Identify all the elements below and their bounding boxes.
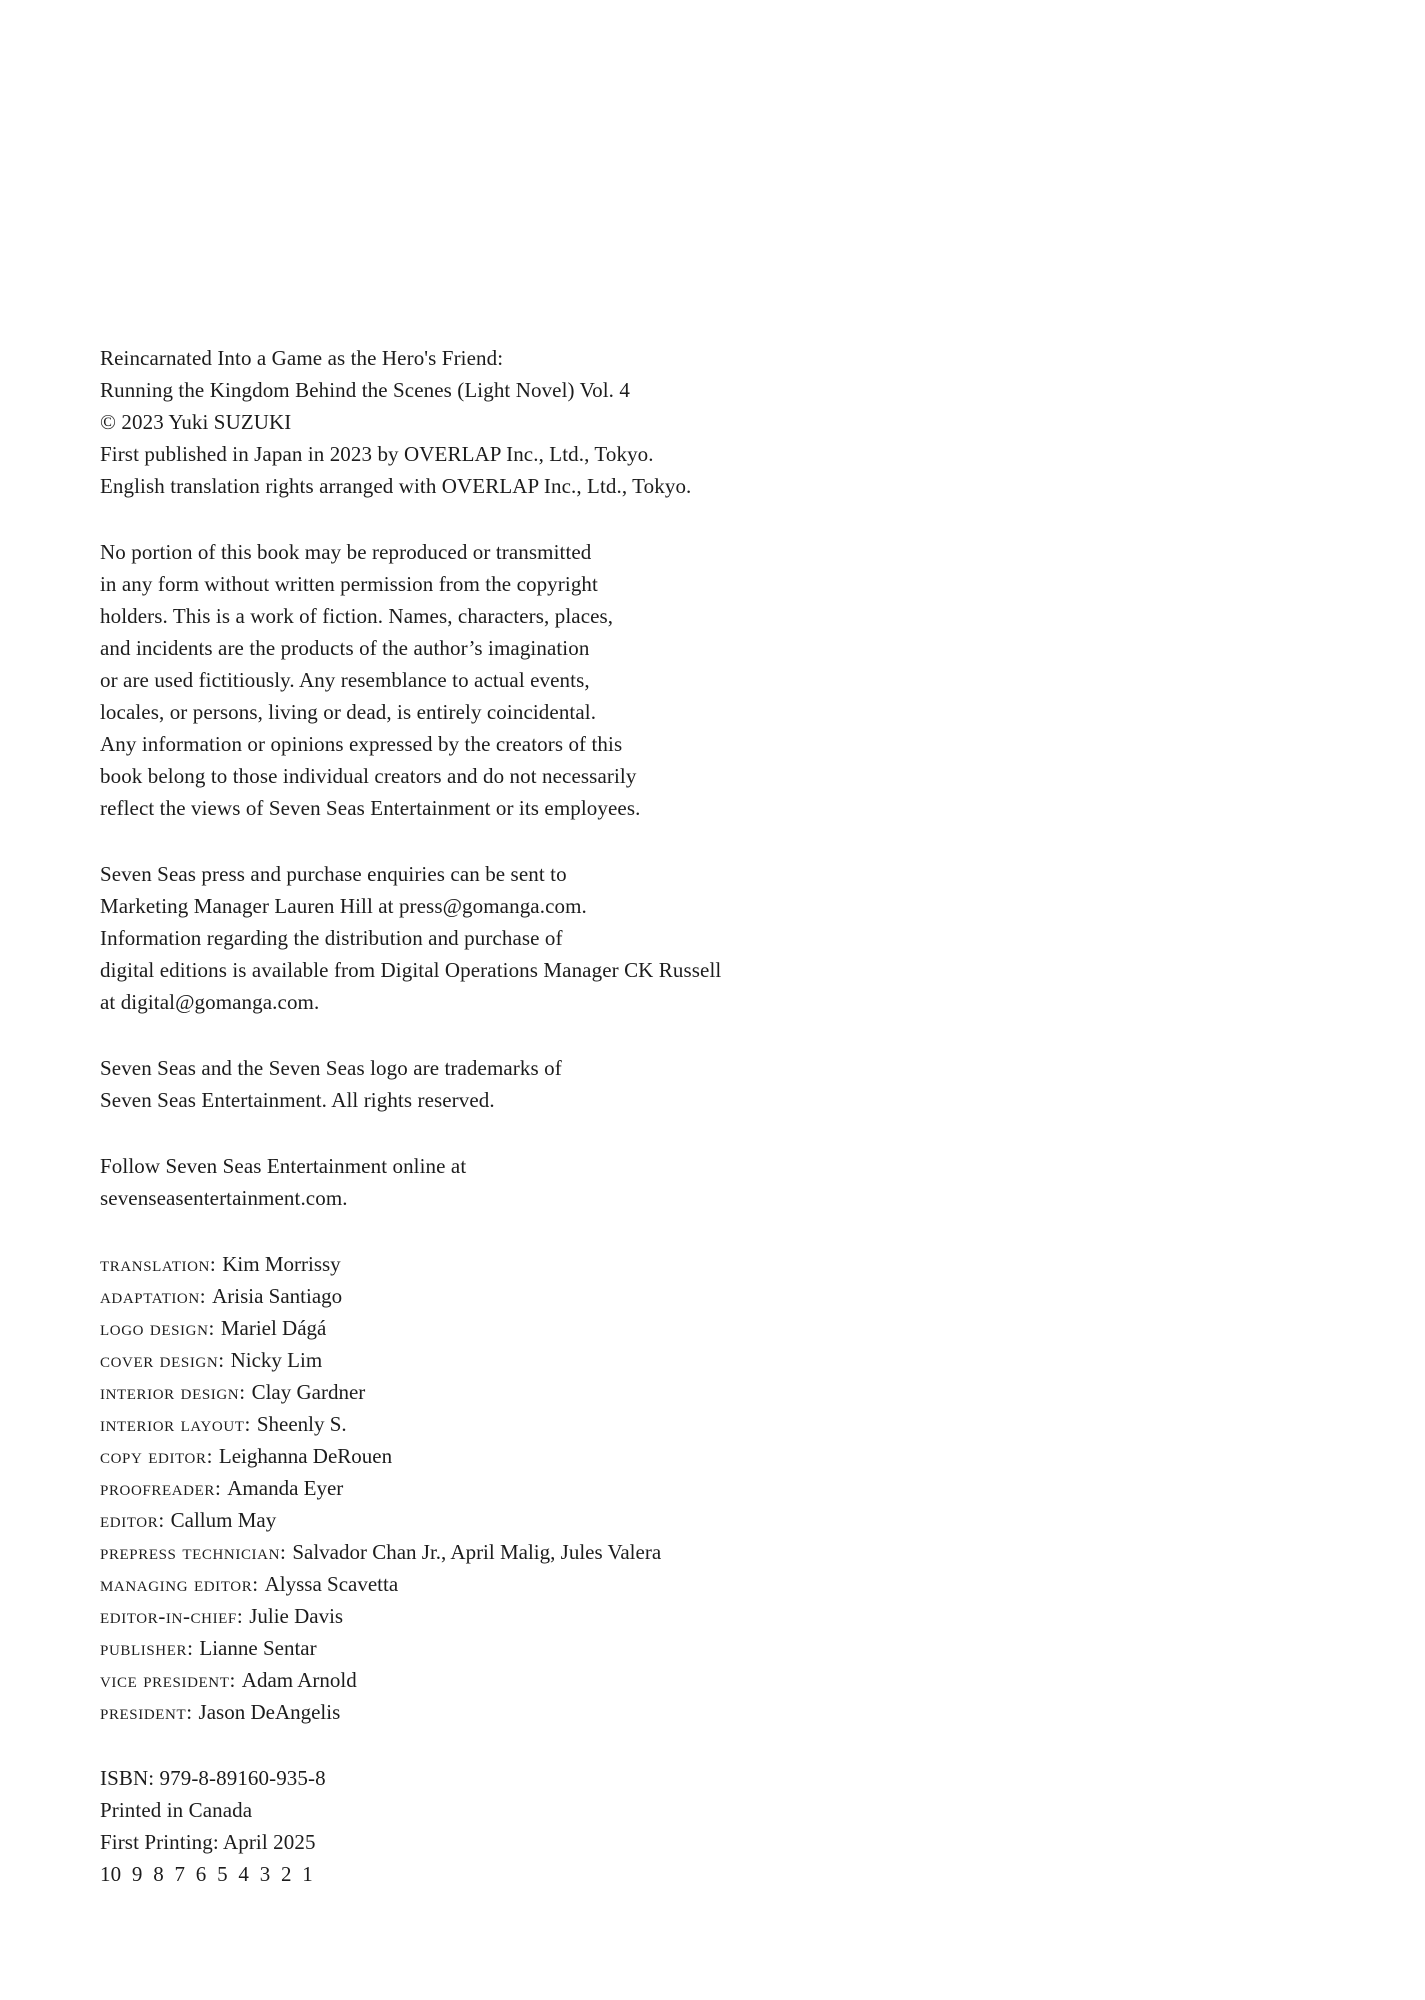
credit-name: Callum May: [170, 1508, 277, 1532]
credit-role: president:: [100, 1700, 193, 1724]
credit-role: proofreader:: [100, 1476, 222, 1500]
book-subtitle-line: Running the Kingdom Behind the Scenes (Light Novel) Vol. 4: [100, 378, 630, 402]
credit-name: Lianne Sentar: [199, 1636, 317, 1660]
credit-line-logo-design: [100, 1312, 1350, 1344]
credit-line-cover-design: [100, 1344, 1350, 1376]
credit-line-prepress-technician: [100, 1536, 1350, 1568]
credit-line-managing-editor: [100, 1568, 1350, 1600]
text-line: Seven Seas press and purchase enquiries can be sent to: [100, 862, 567, 886]
credit-line-adaptation: [100, 1280, 1350, 1312]
credit-name: Adam Arnold: [241, 1668, 357, 1692]
credit-role: cover design:: [100, 1348, 225, 1372]
credit-name: Salvador Chan Jr., April Malig, Jules Valera: [292, 1540, 662, 1564]
credit-name: Nicky Lim: [230, 1348, 323, 1372]
rights-disclaimer-block: [100, 536, 1350, 824]
text-line: holders. This is a work of fiction. Names, characters, places,: [100, 604, 614, 628]
copyright-notice-line: © 2023 Yuki SUZUKI: [100, 410, 292, 434]
credit-line-interior-layout: [100, 1408, 1350, 1440]
text-line: digital editions is available from Digital Operations Manager CK Russell: [100, 958, 722, 982]
text-line: No portion of this book may be reproduced or transmitted: [100, 540, 592, 564]
credit-name: Jason DeAngelis: [198, 1700, 341, 1724]
credit-role: publisher:: [100, 1636, 194, 1660]
text-line: Seven Seas and the Seven Seas logo are trademarks of: [100, 1056, 562, 1080]
book-title-line: Reincarnated Into a Game as the Hero's Friend:: [100, 346, 504, 370]
credit-role: interior design:: [100, 1380, 246, 1404]
credit-line-editor-in-chief: [100, 1600, 1350, 1632]
credit-role: translation:: [100, 1252, 217, 1276]
text-line: locales, or persons, living or dead, is entirely coincidental.: [100, 700, 597, 724]
credit-role: managing editor:: [100, 1572, 259, 1596]
credit-role: editor-in-chief:: [100, 1604, 244, 1628]
translation-rights-line: English translation rights arranged with OVERLAP Inc., Ltd., Tokyo.: [100, 474, 692, 498]
credit-name: Kim Morrissy: [222, 1252, 341, 1276]
text-line: and incidents are the products of the author’s imagination: [100, 636, 590, 660]
credit-line-president: [100, 1696, 1350, 1728]
text-line: book belong to those individual creators and do not necessarily: [100, 764, 637, 788]
press-email-line: Marketing Manager Lauren Hill at press@gomanga.com.: [100, 894, 587, 918]
website-line: sevenseasentertainment.com.: [100, 1186, 348, 1210]
text-line: Seven Seas Entertainment. All rights reserved.: [100, 1088, 495, 1112]
printed-in-line: Printed in Canada: [100, 1798, 253, 1822]
credit-name: Sheenly S.: [256, 1412, 347, 1436]
credit-role: interior layout:: [100, 1412, 251, 1436]
text-line: Information regarding the distribution and purchase of: [100, 926, 563, 950]
contact-block: [100, 858, 1350, 1018]
isbn-line: ISBN: 979-8-89160-935-8: [100, 1766, 326, 1790]
credit-name: Alyssa Scavetta: [264, 1572, 399, 1596]
credit-name: Leighanna DeRouen: [218, 1444, 393, 1468]
title-copyright-block: [100, 342, 1350, 502]
digital-email-line: at digital@gomanga.com.: [100, 990, 320, 1014]
follow-block: [100, 1150, 1350, 1214]
text-line: Any information or opinions expressed by the creators of this: [100, 732, 623, 756]
credit-role: logo design:: [100, 1316, 215, 1340]
credit-role: editor:: [100, 1508, 165, 1532]
first-printing-line: First Printing: April 2025: [100, 1830, 316, 1854]
credit-line-vice-president: [100, 1664, 1350, 1696]
credit-line-translation: [100, 1248, 1350, 1280]
first-published-line: First published in Japan in 2023 by OVERLAP Inc., Ltd., Tokyo.: [100, 442, 654, 466]
colophon-text-column: [100, 342, 1350, 1890]
text-line: or are used fictitiously. Any resemblance to actual events,: [100, 668, 590, 692]
credit-name: Amanda Eyer: [227, 1476, 344, 1500]
credit-name: Julie Davis: [249, 1604, 344, 1628]
printing-block: [100, 1762, 1350, 1890]
credit-role: prepress technician:: [100, 1540, 287, 1564]
credit-name: Arisia Santiago: [212, 1284, 343, 1308]
credit-role: vice president:: [100, 1668, 236, 1692]
text-line: in any form without written permission from the copyright: [100, 572, 598, 596]
credit-name: Clay Gardner: [251, 1380, 366, 1404]
credit-line-proofreader: [100, 1472, 1350, 1504]
print-run-numbers-line: 10 9 8 7 6 5 4 3 2 1: [100, 1862, 313, 1886]
trademark-block: [100, 1052, 1350, 1116]
credit-role: copy editor:: [100, 1444, 214, 1468]
credit-line-editor: [100, 1504, 1350, 1536]
credit-name: Mariel Dágá: [220, 1316, 327, 1340]
credit-line-interior-design: [100, 1376, 1350, 1408]
text-line: reflect the views of Seven Seas Entertainment or its employees.: [100, 796, 641, 820]
credit-line-copy-editor: [100, 1440, 1350, 1472]
credit-line-publisher: [100, 1632, 1350, 1664]
text-line: Follow Seven Seas Entertainment online at: [100, 1154, 467, 1178]
credits-block: [100, 1248, 1350, 1728]
credit-role: adaptation:: [100, 1284, 207, 1308]
